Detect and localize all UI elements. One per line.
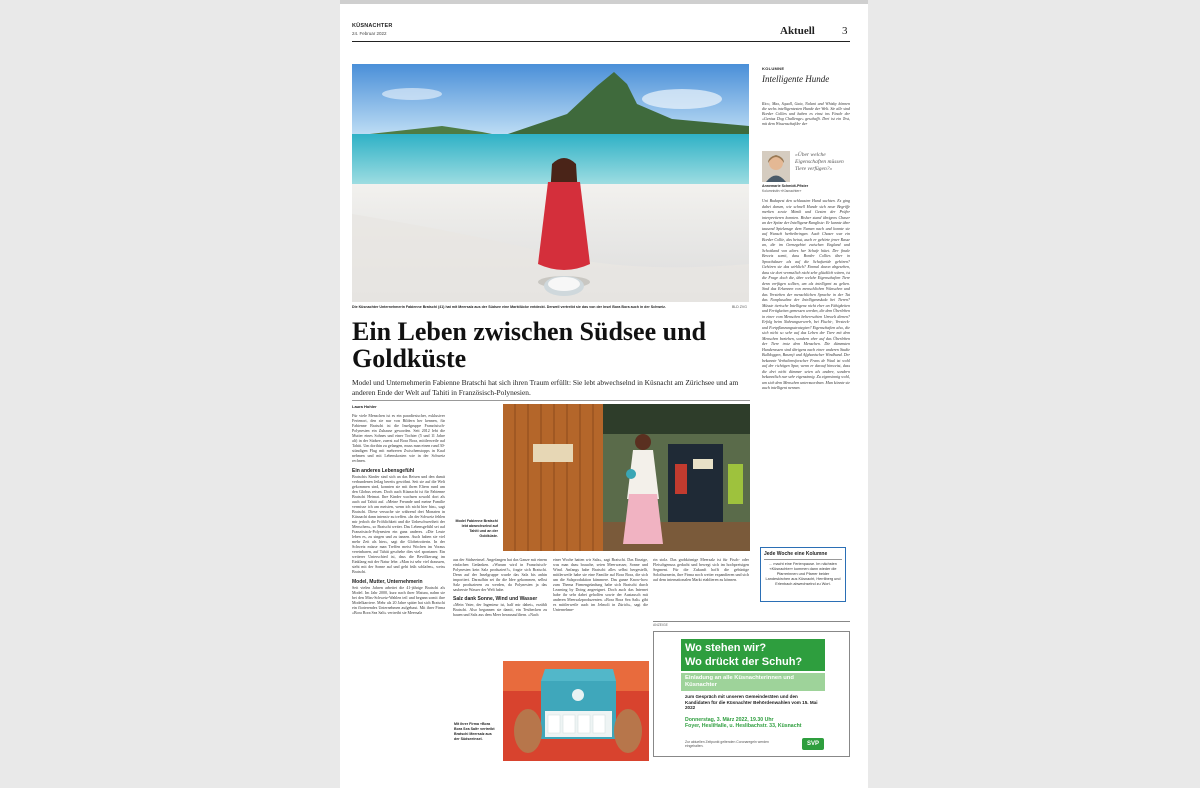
issue-date: 24. Februar 2022 [352, 31, 387, 36]
ad-headline-1: Wo stehen wir? [685, 642, 767, 654]
column-pull-quote: «Über welche Eigenschaften müssen Tiere verfügen?» [795, 152, 844, 172]
paper-name: KÜSNACHTER [352, 23, 393, 29]
salt-box-caption: Mit ihrer Firma «Bora Bora Sea Salt» vertreibt Bratschi Meersalz aus der Südseeinsel. [454, 722, 495, 741]
article-paragraph-6: einer Woche hatten wir Salz», sagt Bratschi. Das Einzige, was man dazu brauche, seien Meerwasser, Sonne und Wind. Anfangs habe Bratschi alles selbst hergestellt, mittlerweile habe sie eine Familie auf Bora Bora, die sich um die Salzproduktion kümmere. Das ganze Know-how zum Thema Firmengründung habe sich Bratschi durch Learning by Doing angeeignet. Doch auch das Internet habe ihr sehr dabei geholfen sowie der Austausch mit anderen Meersalzproduzenten. «Bora Bora Sea Salt» gibt es mittlerweile auch im Jelmoli in Zürich», sagt die Unternehme- [553, 557, 648, 612]
ad-description: zum Gespräch mit unseren Gemeinderäten und den Kandidaten für die Küsnachter Behördenwahlen vom 15. Mai 2022 [685, 694, 818, 710]
article-paragraph-3: Seit vielen Jahren arbeitet die 41-jährige Bratschi als Model. Im Jahr 2000, kurz nach ihrer Matura, nahm sie bei den Miss-Schweiz-Wahlen teil und begann somit ihre Modelkarriere. Mehr als 20 Jahre später hat sich Bratschi ein florierendes Unternehmen aufgebaut. Mit ihrer Firma «Bora Bora Sea Salt» vertreibt sie Meersalz [352, 585, 445, 615]
article-column-2 [453, 557, 547, 661]
article-paragraph-1: Für viele Menschen ist es ein paradiesischer, exklusiver Ferienort, den sie nur von Bildern her kennen, für Fabienne Bratschi ist die Inselgruppe Französisch-Polynesien ein Zuhause geworden. Seit 2012 lebt die Mutter eines Sohnes und einer Tochter (5 und 11 Jahre alt) in der Südsee, zuerst auf Bora Bora, mittlerweile auf Tahiti. Um dorthin zu gelangen, muss man einen rund 30-stündigen Flug mit mehreren Zwischenstopps in Kauf nehmen und mit Lebenskosten wie in der Schweiz rechnen. [352, 413, 445, 463]
column-label: KOLUMNE [762, 66, 785, 71]
headline: Ein Leben zwischen Südsee und Goldküste [352, 317, 706, 373]
promo-title: Jede Woche eine Kolumne [764, 551, 842, 560]
advertisement[interactable] [653, 631, 850, 757]
subheading-salz: Salz dank Sonne, Wind und Wasser [453, 596, 538, 602]
author-name: Laura Hohler [352, 404, 377, 409]
page-top-edge [340, 0, 868, 4]
ad-date: Donnerstag, 3. März 2022, 19.30 Uhr [685, 717, 774, 723]
lead-rule [352, 400, 750, 401]
page-number: 3 [842, 25, 848, 37]
ad-headline-box [681, 639, 825, 671]
salt-box-photo [503, 661, 649, 761]
article-paragraph-7: rin stolz. Das grobkörnige Meersalz ist für Fisch- oder Fleischgenuss gedacht und bewegt sich im hochpreisigen Segment. Für die Zukunft hofft die gebürtige Solothurnerin, ihre Firma noch weiter expandieren und sich auf dem internationalen Markt etablieren zu können. [653, 557, 749, 582]
lead-paragraph: Model und Unternehmerin Fabienne Bratschi hat sich ihren Traum erfüllt: Sie lebt abwechselnd in Küsnacht am Zürichsee und am anderen Ende der Welt auf Tahiti in Französisch-Polynesien. [352, 378, 739, 397]
article-column-4 [653, 557, 749, 607]
column-author-role: Kolumnistin «Küsnachter» [762, 189, 802, 193]
ad-label: ANZEIGE [653, 623, 668, 627]
hero-credit: BLD ZVG [732, 305, 747, 309]
newspaper-page [340, 0, 868, 788]
column-intro: Rico, Max, Squall, Gaia, Nalani und Whisky können die sechs intelligentesten Hunde der Welt. Sie alle sind Border Collies und haben es einst ins Finale der «Genius Dog Challenge» geschafft. Drei ist ein Test, mit dem Wissenschaftler der [762, 101, 850, 126]
column-title: Intelligente Hunde [762, 74, 830, 84]
article-paragraph-2: Bratschis Kinder sind sich an das Reisen und den damit verbundenen Jetlag bereits gewöhnt. Seit sie auf die Welt gekommen sind, konnten sie mit ihren Eltern rund um den Globus reisen. Doch auch Küsnacht ist für Fabienne Bratschi Heimat. Ihre Kinder wachsen sowohl dort als auch auf Tahiti auf. «Meine Freunde und meine Familie vermisse ich am meisten, wenn ich nicht hier bin», sagt Bratschi. Diese versuche sie während drei Monaten in Küsnacht dann intensiv zu treffen. «In der Schweiz fehlen mir jedoch die Fröhlichkeit und die Unbeschwertheit der Menschen», so Bratschi weiter. Das Lebensgefühl sei auf Französisch-Polynesien ein ganz anderes. «Die Leute leben es, zu singen und zu tanzen. Auch haben sie viel mehr Zeit als hier», sagt die Globetrotterin. In der Schweiz müsse man Treffen meist Wochen im Voraus vereinbaren, auf Tahiti geschehe dies viel spontaner. Ein weiterer Unterschied ist, dass die Bevölkerung im Einklang mit der Natur lebe. «Man ist sehr viel draussen, steht mit der Sonne auf und geht früh schlafen», weiss Bratschi. [352, 474, 445, 574]
hero-photo [352, 64, 749, 302]
column-body: Uni Budapest den schlausten Hund suchten. Es ging dabei darum, wie schnell Hunde sich neue Begriffe merken sowie Mimik und Gesten der Prüfer interpretieren konnten. Bisher stand übrigens Chaser an der Spitze der Intelligenz-Rangliste: Er kannte über tausend Spielzeuge dem Namen nach und konnte sie auf Wunsch herbeibringen. Auch Chaser war ein Border Collie, das heisst, auch er gehörte jener Rasse an, die im Grenzgebiet zwischen England und Schottland von alters her Schafe hütet. Der finale Beweis somit, dass Border Collies über in Sprachdauer als auf die Schafweide gehören? Gehören sie das wirklich? Einmal davon abgesehen, dass sie dort vermutlich nicht sehr glücklich wären, ist die Frage doch die, über welche Eigenschaften Tiere denn verfügen sollten, um als intelligent zu gelten. Sind das Erkennen von menschlichen Wünschen und das Verstehen der menschlichen Sprache in der Tat das Nonplusultra der Intelligenzskala bei Tieren? Müsste tierische Intelligenz nicht eher an Fähigkeiten und Fertigkeiten gemessen werden, die dem Überleben in einer vom Menschen beherrschten Umwelt dienen? Erfolg beim Nahrungserwerb, bei Flucht-, Versteck- und Fortpflanzungsstrategien? Eigenschaften also, die sich nicht so sehr auf das Leben der Tiere mit dem Menschen beziehen, sondern eher auf das Überleben der Tiere trotz dem Menschen. Die dümmsten Hunderassen sind übrigens nach einer anderen Studie Bulldoggen, Basenji und Afghanischer Windhund. Der bekannte Verhaltensforscher Frans de Waal ist wohl auf der richtigen Spur, wenn er darauf hinweist, dass die drei nicht dümmer seien als andere, sondern bekanntlich nur sehr eigensinnig. Zu eigensinnig wohl, um sich dem Menschen unterzuordnen. Man könnte sie auch intelligent nennen. [762, 198, 850, 390]
ad-venue: Foyer, HesliHalle, u. Heslibachstr. 33, Küsnacht [685, 723, 802, 729]
article-column-3 [553, 557, 648, 661]
article-paragraph-4: aus der Südseeinsel. Angefangen hat das Ganze mit einem einfachen Gedanken. «Warum wird in Französisch-Polynesien kein Salz produziert?», fragte sich Bratschi. Denn auf der Inselgruppe wurde das Salz bis anhin importiert. Daraufhin sei ihr die Idee gekommen, selbst Salz produzieren zu werden, da Polynesien ja das sauberste Wasser der Welt habe. [453, 557, 547, 592]
shop-photo [503, 404, 750, 551]
hero-caption: Die Küsnachter Unternehmerin Fabienne Bratschi (41) hat mit Meersalz aus der Südsee eine Marktlücke entdeckt. Derweil vertreibt sie das von der Insel Bora Bora auch in der Schweiz. [352, 305, 666, 309]
article-paragraph-5: «Mein Vater, der Ingenieur ist, half mir dabei», erzählt Bratschi. Also begannen sie damit, ein Testbecken zu bauen und Salz aus dem Meer herauszufiltern. «Nach [453, 602, 547, 617]
article-column-1 [352, 413, 445, 788]
svp-logo: SVP [802, 738, 824, 750]
ad-headline-2: Wo drückt der Schuh? [685, 656, 803, 668]
promo-text: ... macht eine Ferienpause. Im nächsten «Küsnachter» kommen dann wieder die Pfarrerinnen und Pfarrer beider Landeskirchen aus Küsnacht, Herrliberg und Erlenbach abwechselnd zu Wort. [765, 562, 841, 586]
subheading-lebensgefuehl: Ein anderes Lebensgefühl [352, 468, 415, 474]
ad-footnote: Zur aktuellen Zeitpunkt geltenden Coronaregeln werden eingehalten. [685, 740, 769, 748]
shop-photo-caption: Model Fabienne Bratschi lebt abwechselnd auf Tahiti und an der Goldküste. [455, 519, 498, 538]
author-portrait [762, 151, 790, 182]
section-title: Aktuell [780, 25, 815, 37]
weekly-column-promo [760, 547, 846, 602]
ad-rule [653, 621, 850, 622]
ad-invite: Einladung an alle Küsnachterinnen und Küsnachter [681, 673, 825, 691]
header-rule [352, 41, 850, 42]
subheading-model-mutter: Model, Mutter, Unternehmerin [352, 579, 423, 585]
column-author-name: Annemarie Schmidt-Pfister [762, 184, 809, 188]
